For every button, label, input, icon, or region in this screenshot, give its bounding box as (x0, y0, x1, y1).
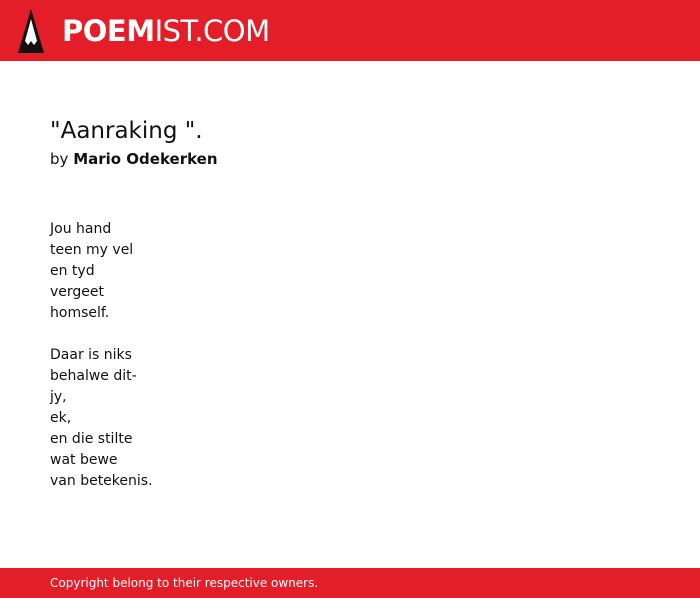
poem-line: ek, (50, 410, 72, 426)
byline (50, 149, 218, 169)
stanza-2 (50, 345, 153, 492)
stanza-1 (50, 219, 153, 324)
poem-title: "Aanraking ". (50, 118, 203, 144)
logo-bold-text: POEM (62, 14, 155, 48)
poem-line: homself. (50, 305, 110, 321)
poem-line: van betekenis. (50, 473, 153, 489)
logo-light-text: IST.COM (154, 14, 270, 48)
poem-line: en tyd (50, 263, 95, 279)
poem-line: vergeet (50, 284, 105, 300)
site-footer (0, 568, 700, 598)
poem-line: Jou hand (50, 221, 112, 237)
poem-line: Daar is niks (50, 347, 132, 363)
poem-line: teen my vel (50, 242, 134, 258)
byline-prefix: by (50, 150, 69, 168)
site-header (0, 0, 700, 61)
pencil-tip-icon[interactable] (17, 9, 45, 53)
author-name: Mario Odekerken (73, 150, 218, 168)
site-logo[interactable] (62, 12, 270, 50)
copyright-notice: Copyright belong to their respective owners. (50, 576, 319, 590)
poem-line: wat bewe (50, 452, 118, 468)
poem-line: en die stilte (50, 431, 133, 447)
poem-line: jy, (50, 389, 67, 405)
poem-line: behalwe dit- (50, 368, 137, 384)
poem-body (50, 219, 153, 513)
